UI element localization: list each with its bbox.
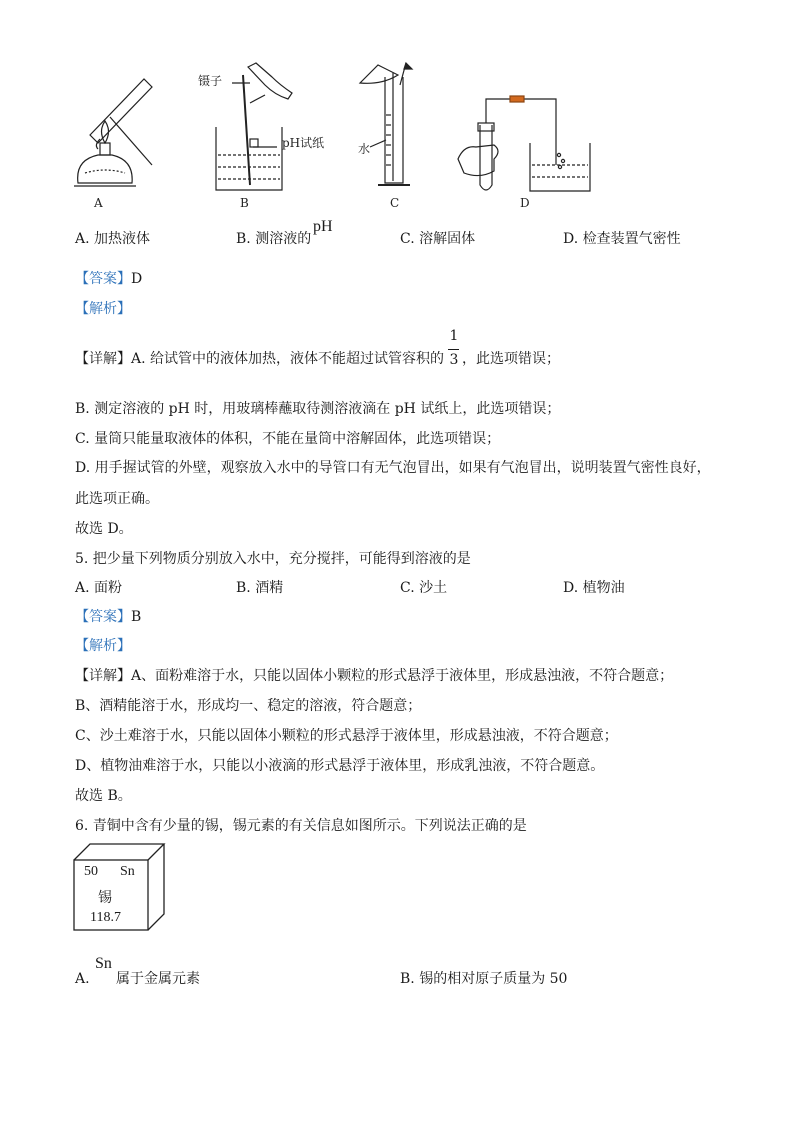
caption-c: C: [390, 196, 400, 210]
q4-answer-tag: 【答案】: [75, 271, 131, 287]
q4-option-b: B. 测溶液的: [236, 231, 312, 247]
figure-c-dissolve-solid: [360, 63, 412, 185]
q5-option-a: A. 面粉: [75, 580, 123, 596]
q4-option-d: D. 检查装置气密性: [563, 231, 681, 247]
q5-stem: 5. 把少量下列物质分别放入水中，充分搅拌，可能得到溶液的是: [75, 551, 471, 567]
q5-option-c: C. 沙土: [400, 580, 448, 596]
q5-answer-tag: 【答案】: [75, 609, 131, 625]
q5-option-b: B. 酒精: [236, 580, 284, 596]
q4-analysis-tag: 【解析】: [75, 301, 131, 317]
q4-option-c: C. 溶解固体: [400, 231, 476, 247]
q5-answer: [75, 608, 141, 626]
q4-conclusion: 故选 D。: [75, 521, 133, 537]
fraction-bar: [448, 349, 459, 350]
q6-option-a-symbol: Sn: [95, 955, 112, 972]
q4-answer-value: D: [131, 271, 143, 287]
experiment-figure: [60, 55, 620, 215]
q4-detail-a-pre: 【详解】A. 给试管中的液体加热，液体不能超过试管容积的: [75, 351, 445, 367]
label-tweezers: 镊子: [198, 74, 223, 88]
q6-stem: 6. 青铜中含有少量的锡，锡元素的有关信息如图所示。下列说法正确的是: [75, 818, 527, 834]
q5-detail-a: 【详解】A、面粉难溶于水，只能以固体小颗粒的形式悬浮于液体里，形成悬浊液，不符合题意；: [75, 668, 674, 684]
q4-detail-c: C. 量筒只能量取液体的体积，不能在量筒中溶解固体，此选项错误；: [75, 431, 501, 447]
q5-detail-c: C、沙土难溶于水，只能以固体小颗粒的形式悬浮于液体里，形成悬浊液，不符合题意；: [75, 728, 618, 744]
q4-answer: [75, 270, 142, 288]
element-name: 锡: [98, 890, 112, 906]
q5-detail-d: D、植物油难溶于水，只能以小液滴的形式悬浮于液体里，形成乳浊液，不符合题意。: [75, 758, 605, 774]
q4-detail-a-post: ，此选项错误；: [462, 351, 560, 367]
q5-analysis-tag: 【解析】: [75, 638, 131, 654]
label-ph-paper: pH试纸: [282, 136, 325, 150]
q6-option-a-text: 属于金属元素: [116, 971, 200, 987]
fraction-one-third: [447, 328, 461, 368]
q4-detail-d-cont: 此选项正确。: [75, 491, 159, 507]
q6-option-b: B. 锡的相对原子质量为 50: [400, 971, 568, 987]
q4-option-a: A. 加热液体: [75, 231, 151, 247]
label-water: 水: [358, 142, 371, 156]
figure-a-heating-liquid: [74, 79, 152, 186]
figure-d-check-airtightness: [458, 96, 590, 191]
q5-option-d: D. 植物油: [563, 580, 625, 596]
fraction-numerator: 1: [449, 328, 459, 344]
figure-b-measure-ph: [216, 63, 292, 190]
caption-a: A: [94, 196, 103, 210]
q5-answer-value: B: [131, 609, 142, 625]
fraction-denominator: 3: [449, 352, 459, 368]
element-symbol: Sn: [120, 864, 135, 879]
element-atomic-number: 50: [84, 864, 98, 879]
q4-option-b-ph: pH: [313, 218, 333, 235]
q5-detail-b: B、酒精能溶于水，形成均一、稳定的溶液，符合题意；: [75, 698, 422, 714]
caption-d: D: [520, 196, 530, 210]
q6-option-a-prefix: A.: [75, 971, 90, 987]
q4-detail-b: B. 测定溶液的 pH 时，用玻璃棒蘸取待测溶液滴在 pH 试纸上，此选项错误；: [75, 401, 561, 417]
caption-b: B: [240, 196, 249, 210]
q4-detail-d: D. 用手握试管的外壁，观察放入水中的导管口有无气泡冒出，如果有气泡冒出，说明装置气密性良好，: [75, 460, 711, 476]
element-atomic-mass: 118.7: [90, 910, 121, 925]
q5-conclusion: 故选 B。: [75, 788, 132, 804]
